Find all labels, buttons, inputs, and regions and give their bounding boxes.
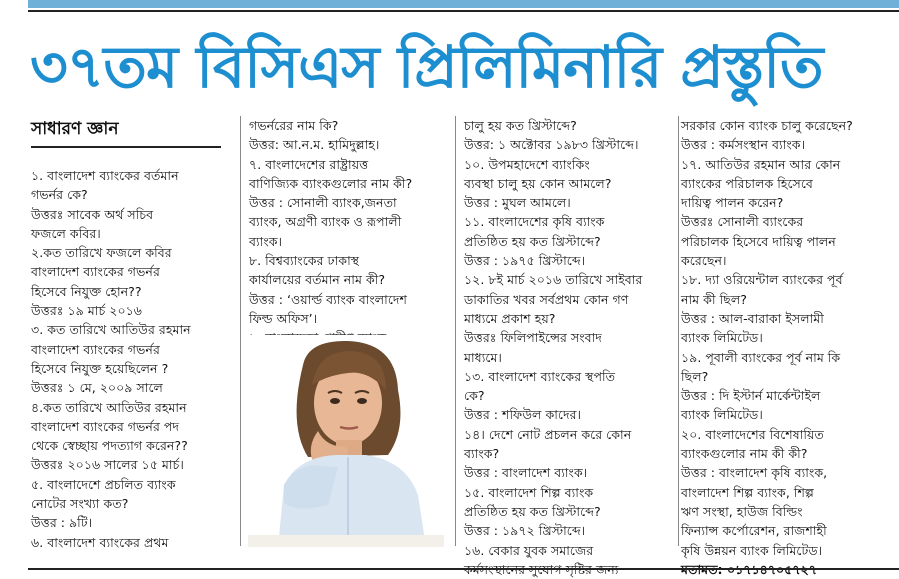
text-line: হিসেবে নিযুক্ত হয়েছিলেন ? xyxy=(31,360,169,376)
column-4-text xyxy=(681,116,891,560)
text-line: প্রতিষ্ঠিত হয় কত খ্রিস্টাব্দে? xyxy=(464,503,601,519)
text-line: ব্যাংক লিমিটেড। xyxy=(681,330,763,346)
text-line: উত্তরঃ ফিলিপাইন্সের সংবাদ xyxy=(464,330,602,346)
text-line: বাংলাদেশ ব্যাংকের গভর্নর xyxy=(31,341,160,357)
text-line: উত্তর : বাংলাদেশ কৃষি ব্যাংক, xyxy=(681,465,828,481)
text-line: ব্যাংক, অগ্রণী ব্যাংক ও রূপালী xyxy=(249,214,402,230)
text-line: মাধ্যমে। xyxy=(464,349,502,365)
text-line: ডাকাতির খবর সর্বপ্রথম কোন গণ xyxy=(464,291,629,307)
column-divider xyxy=(455,116,456,546)
text-line: ব্যাংকের পরিচালক হিসেবে xyxy=(681,175,813,191)
text-line: উত্তর : ‘ওয়ার্ল্ড ব্যাংক বাংলাদেশ xyxy=(249,291,407,307)
text-line: উত্তরঃ সাবেক অর্থ সচিব xyxy=(31,206,154,222)
column-4 xyxy=(681,116,891,579)
text-line: ১৪। দেশে নোট প্রচলন করে কোন xyxy=(464,426,632,442)
text-line: গভর্নরের নাম কি? xyxy=(249,118,339,133)
text-line: ১০. উপমহাদেশে ব্যাংকিং xyxy=(464,156,590,172)
text-line: ১. বাংলাদেশ ব্যাংকের বর্তমান xyxy=(31,168,179,183)
text-line: উত্তর: ১ অক্টোবর ১৯৮৩ খ্রিস্টাব্দে। xyxy=(464,137,639,153)
text-line: উত্তর : মুঘল আমলে। xyxy=(464,195,571,211)
column-1 xyxy=(31,116,236,552)
text-line: ব্যাংক। xyxy=(249,233,283,249)
text-line: উত্তর : ১৯৭৫ খ্রিস্টাব্দে। xyxy=(464,253,586,269)
text-line: উত্তর : আল-বারাকা ইসলামী xyxy=(681,310,824,326)
text-line: ৭. বাংলাদেশের রাষ্ট্রায়ত্ত xyxy=(249,156,369,172)
text-line: সরকার কোন ব্যাংক চালু করেছেন? xyxy=(681,118,853,133)
bottom-rule xyxy=(28,568,899,570)
column-divider xyxy=(678,116,679,546)
text-line: উত্তর : বাংলাদেশ ব্যাংক। xyxy=(464,465,588,481)
text-line: ৩. কত তারিখে আতিউর রহমান xyxy=(31,322,191,338)
text-line: বাংলাদেশ ব্যাংকের গভর্নর xyxy=(31,264,160,280)
column-2-text xyxy=(249,116,454,348)
text-line: ফিল্ড অফিস’। xyxy=(249,310,318,326)
text-line: ব্যাংকগুলোর নাম কী কী? xyxy=(681,446,808,462)
headline: ৩৭তম বিসিএস প্রিলিমিনারি প্রস্তুতি xyxy=(30,33,823,101)
text-line: উত্তরঃ ১৯ মার্চ ২০১৬ xyxy=(31,303,142,319)
text-line: ২০. বাংলাদেশের বিশেষায়িত xyxy=(681,426,824,442)
text-line: ফিন্যান্স কর্পোরেশন, রাজশাহী xyxy=(681,523,827,539)
text-line: উত্তরঃ ২০১৬ সালের ১৫ মার্চ। xyxy=(31,457,184,473)
column-divider xyxy=(240,116,241,546)
text-line: প্রতিষ্ঠিত হয় কত খ্রিস্টাব্দে? xyxy=(464,233,601,249)
text-line: উত্তর : সোনালী ব্যাংক,জনতা xyxy=(249,195,397,211)
text-line: কৃষি উন্নয়ন ব্যাংক লিমিটেড। xyxy=(681,542,823,558)
text-line: ৫. বাংলাদেশে প্রচলিত ব্যাংক xyxy=(31,476,176,492)
text-line: বাংলাদেশ শিল্প ব্যাংক, শিল্প xyxy=(681,484,814,500)
text-line: পরিচালক হিসেবে দায়িত্ব পালন xyxy=(681,233,836,249)
text-line: মাধ্যমে প্রকাশ হয়? xyxy=(464,310,556,326)
text-line: উত্তর : কর্মসংস্থান ব্যাংক। xyxy=(681,137,806,153)
column-1-text xyxy=(31,166,236,552)
text-line: ১২. ৮ই মার্চ ২০১৬ তারিখে সাইবার xyxy=(464,272,643,288)
text-line: ৬. বাংলাদেশ ব্যাংকের প্রথম xyxy=(31,534,169,550)
text-line: করেছেন। xyxy=(681,253,727,269)
column-2 xyxy=(249,116,454,348)
text-line: উত্তরঃ ১ মে, ২০০৯ সালে xyxy=(31,380,163,396)
text-line: নোটের সংখ্যা কত? xyxy=(31,496,129,512)
column-3 xyxy=(464,116,674,579)
text-line: ১৭. আতিউর রহমান আর কোন xyxy=(681,156,841,172)
text-line: ১১. বাংলাদেশের কৃষি ব্যাংক xyxy=(464,214,605,230)
text-line: চালু হয় কত খ্রিস্টাব্দে? xyxy=(464,118,577,133)
text-line: বাণিজ্যিক ব্যাংকগুলোর নাম কী? xyxy=(249,175,413,191)
section-title: সাধারণ জ্ঞান xyxy=(31,119,119,139)
text-line: উত্তর : শফিউল কাদের। xyxy=(464,407,582,423)
text-line: ফজলে কবির। xyxy=(31,225,101,241)
column-3-text xyxy=(464,116,674,579)
text-line: ঋণ সংস্থা, হাউজ বিল্ডিং xyxy=(681,503,803,519)
text-line: নাম কী ছিল? xyxy=(681,291,747,307)
text-line: উত্তরঃ সোনালী ব্যাংকের xyxy=(681,214,804,230)
text-line: ব্যাংক লিমিটেড। xyxy=(681,407,763,423)
text-line: ১৮. দ্যা ওরিয়েন্টাল ব্যাংকের পূর্ব xyxy=(681,272,843,288)
text-line: উত্তর : দি ইস্টার্ন মার্কেন্টাইল xyxy=(681,388,821,404)
text-line: কে? xyxy=(464,388,485,404)
text-line: গভর্নর কে? xyxy=(31,187,88,203)
text-line: ১৬. বেকার যুবক সমাজের xyxy=(464,542,594,558)
text-line: বাংলাদেশ ব্যাংকের গভর্নর পদ xyxy=(31,418,180,434)
top-color-band xyxy=(28,0,899,8)
top-rule xyxy=(28,10,899,12)
text-line: ২.কত তারিখে ফজলে কবির xyxy=(31,245,172,261)
text-line: ব্যবস্থা চালু হয় কোন আমলে? xyxy=(464,175,612,191)
text-line: উত্তর : ৯টি। xyxy=(31,515,93,531)
section-rule xyxy=(31,146,221,148)
text-line: ১৫. বাংলাদেশ শিল্প ব্যাংক xyxy=(464,484,594,500)
text-line: হিসেবে নিযুক্ত হোন?? xyxy=(31,283,142,299)
text-line: ছিল? xyxy=(681,368,709,384)
text-line: ব্যাংক? xyxy=(464,446,500,462)
girl-thinking-photo xyxy=(248,335,444,547)
text-line: থেকে স্বেচ্ছায় পদত্যাগ করেন?? xyxy=(31,438,188,454)
text-line: উত্তর: আ.ন.ম. হামিদুল্লাহ। xyxy=(249,137,380,153)
text-line: কার্যালয়ের বর্তমান নাম কী? xyxy=(249,272,386,288)
text-line: দায়িত্ব পালন করেন? xyxy=(681,195,784,211)
text-line: ১৩. বাংলাদেশ ব্যাংকের স্থপতি xyxy=(464,368,616,384)
text-line: ১৯. পূবালী ব্যাংকের পূর্ব নাম কি xyxy=(681,349,841,365)
text-line: ৮. বিশ্বব্যাংকের ঢাকাস্থ xyxy=(249,253,360,269)
text-line: উত্তর : ১৯৭২ খ্রিস্টাব্দে। xyxy=(464,523,586,539)
text-line: ৪.কত তারিখে আতিউর রহমান xyxy=(31,399,187,415)
